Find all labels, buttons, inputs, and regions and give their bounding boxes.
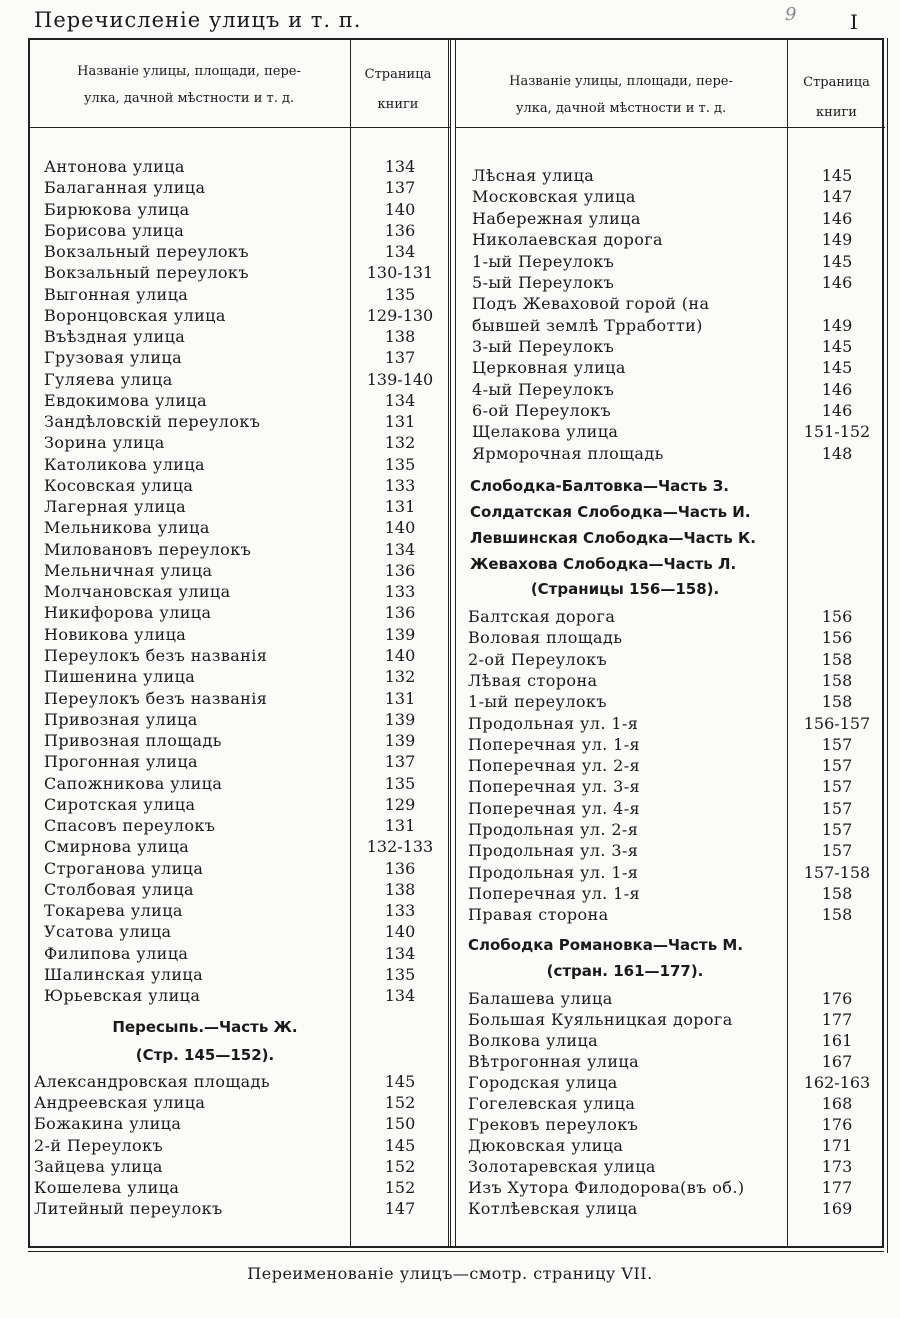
page-ref: 134 <box>384 943 416 963</box>
section-title: Солдатская Слободка—Часть И. <box>470 503 751 521</box>
page-ref: 136 <box>384 560 416 580</box>
street-name: Поперечная ул. 1-я <box>468 734 641 754</box>
list-item <box>44 284 450 305</box>
section-pages: (Страницы 156—158). <box>530 580 720 598</box>
page-ref: 150 <box>384 1114 416 1134</box>
page-ref: 135 <box>384 284 416 304</box>
list-item <box>468 1072 884 1093</box>
list-item <box>472 251 884 272</box>
page-ref: 145 <box>821 358 853 378</box>
list-item <box>44 815 450 836</box>
page-ref: 138 <box>384 879 416 899</box>
page-ref: 145 <box>384 1135 416 1155</box>
street-name: 2-й Переулокъ <box>34 1135 164 1155</box>
street-name: Балаганная улица <box>44 178 206 198</box>
list-item <box>468 883 884 904</box>
list-item <box>468 988 884 1009</box>
street-name: Новикова улица <box>44 624 187 644</box>
list-item <box>468 798 884 819</box>
street-name: 4-ый Переулокъ <box>472 379 615 399</box>
street-name: 1-ый переулокъ <box>468 692 607 712</box>
street-name: Поперечная ул. 2-я <box>468 756 641 776</box>
list-item <box>472 315 882 336</box>
list-item <box>468 1135 884 1156</box>
list-item <box>44 964 450 985</box>
list-item <box>44 688 450 709</box>
page-ref: 171 <box>821 1136 853 1155</box>
page-column-header <box>789 68 884 128</box>
list-item <box>472 186 884 207</box>
street-name: Божакина улица <box>34 1114 182 1134</box>
page-ref: 156-157 <box>803 713 871 733</box>
street-name: Воловая площадь <box>468 628 623 648</box>
street-name: Котлѣевская улица <box>468 1199 638 1218</box>
page-ref: 157-158 <box>803 862 871 882</box>
street-name: Литейный переулокъ <box>34 1199 223 1219</box>
street-name: Продольная ул. 2-я <box>468 820 639 839</box>
list-item <box>468 627 884 648</box>
list-item <box>44 751 450 772</box>
list-item <box>44 730 450 751</box>
list-item <box>472 421 884 442</box>
street-name: Церковная улица <box>472 358 626 378</box>
page-ref: 140 <box>384 518 416 538</box>
list-item <box>468 1009 884 1030</box>
list-item <box>44 177 450 198</box>
page-ref: 157 <box>821 820 853 839</box>
list-item <box>44 262 450 283</box>
street-name: Гуляева улица <box>44 369 173 389</box>
list-item <box>468 1030 884 1051</box>
list-item <box>468 1114 884 1135</box>
header-rule <box>28 127 450 128</box>
street-name: Бирюкова улица <box>44 199 190 219</box>
list-item <box>34 1177 450 1198</box>
header-line: Страница <box>364 67 432 82</box>
street-name: Никифорова улица <box>44 603 212 623</box>
list-item <box>472 357 884 378</box>
page-column-header <box>352 60 444 120</box>
list-item <box>34 1135 450 1156</box>
list-item <box>472 379 884 400</box>
header-line: книги <box>816 105 857 120</box>
page-ref: 139 <box>384 624 416 644</box>
street-name: Поперечная ул. 1-я <box>468 883 641 903</box>
list-item <box>34 1198 450 1219</box>
street-name: Спасовъ переулокъ <box>44 816 216 836</box>
list-item <box>44 602 450 623</box>
street-name: Лѣсная улица <box>472 166 595 185</box>
street-name: Дюковская улица <box>468 1136 624 1155</box>
list-item <box>468 670 884 691</box>
street-name: Смирнова улица <box>44 837 190 857</box>
street-name: бывшей землѣ Трработти) <box>472 316 703 335</box>
list-item <box>472 336 884 357</box>
page-ref: 146 <box>821 273 853 292</box>
page-ref: 177 <box>821 1178 853 1197</box>
page-ref: 162-163 <box>803 1073 871 1092</box>
page-ref: 161 <box>821 1031 853 1050</box>
page-ref: 129-130 <box>366 305 434 325</box>
street-name: Александровская площадь <box>34 1072 270 1091</box>
street-name: 5-ый Переулокъ <box>472 273 615 292</box>
page-ref: 135 <box>384 964 416 984</box>
street-name: 3-ый Переулокъ <box>472 337 615 356</box>
list-item <box>44 156 450 177</box>
page-ref: 152 <box>384 1156 416 1176</box>
list-item <box>44 220 450 241</box>
street-name: Продольная ул. 1-я <box>468 862 639 882</box>
street-name: Грековъ переулокъ <box>468 1115 639 1134</box>
list-item <box>472 208 884 229</box>
page-ref: 133 <box>384 582 416 602</box>
header-line: Названіе улицы, площади, пере- <box>77 64 301 79</box>
list-item <box>44 347 450 368</box>
page-ref: 146 <box>821 379 853 399</box>
page-ref: 133 <box>384 901 416 921</box>
page-ref: 149 <box>821 230 853 250</box>
street-name: Пишенина улица <box>44 667 196 687</box>
street-name: Юрьевская улица <box>44 986 201 1006</box>
page-ref: 132-133 <box>366 837 434 857</box>
page-ref: 131 <box>384 412 416 432</box>
list-item <box>44 900 450 921</box>
list-item <box>468 1093 884 1114</box>
page-ref: 131 <box>384 688 416 708</box>
street-name: Косовская улица <box>44 475 194 495</box>
list-item <box>468 819 884 840</box>
page-ref: 158 <box>821 905 853 925</box>
street-name: Подъ Жеваховой горой (на <box>472 294 710 313</box>
page-ref: 136 <box>384 858 416 878</box>
page-ref: 145 <box>821 251 853 271</box>
street-name: Ярморочная площадь <box>472 443 664 463</box>
list-item <box>44 496 450 517</box>
street-name: Гогелевская улица <box>468 1094 636 1113</box>
page-ref: 137 <box>384 752 416 772</box>
page-ref: 140 <box>384 199 416 219</box>
page-ref: 157 <box>821 756 853 776</box>
page-ref: 132 <box>384 667 416 687</box>
page-ref: 157 <box>821 734 853 754</box>
section-title: Жевахова Слободка—Часть Л. <box>470 555 737 573</box>
list-item <box>44 773 450 794</box>
list-item <box>468 862 884 883</box>
page-ref: 136 <box>384 220 416 240</box>
street-name: Зайцева улица <box>34 1156 163 1176</box>
street-name: Мельникова улица <box>44 518 210 538</box>
street-name: Борисова улица <box>44 220 185 240</box>
list-item <box>468 840 884 861</box>
header-line: улка, дачной мѣстности и т. д. <box>515 101 727 116</box>
page-ref: 167 <box>821 1052 853 1071</box>
page-ref: 157 <box>821 798 853 818</box>
street-name: Переулокъ безъ названія <box>44 645 268 665</box>
page-ref: 177 <box>821 1010 853 1029</box>
street-name: Антонова улица <box>44 157 185 176</box>
list-item <box>44 560 450 581</box>
page-ref: 139 <box>384 731 416 751</box>
page-ref: 139 <box>384 709 416 729</box>
list-item <box>468 776 884 797</box>
street-name: Усатова улица <box>44 922 172 942</box>
list-item <box>468 1051 884 1072</box>
list-item <box>472 165 884 186</box>
page-ref: 137 <box>384 178 416 198</box>
page-ref: 130-131 <box>366 263 434 283</box>
page-ref: 173 <box>821 1157 853 1176</box>
page-ref: 129 <box>384 794 416 814</box>
list-item <box>44 666 450 687</box>
list-item <box>468 606 884 627</box>
page-ref: 136 <box>384 603 416 623</box>
section-pages: (Стр. 145—152). <box>135 1046 275 1064</box>
list-item <box>44 645 450 666</box>
frame-rule <box>887 38 888 1253</box>
page-ref: 134 <box>384 157 416 176</box>
name-column-header <box>32 58 346 112</box>
list-item <box>44 390 450 411</box>
street-name: Строганова улица <box>44 858 204 878</box>
street-name: Сиротская улица <box>44 794 196 814</box>
page-ref: 146 <box>821 208 853 228</box>
page-ref: 149 <box>821 316 853 335</box>
list-item <box>44 326 450 347</box>
page-ref: 176 <box>821 989 853 1008</box>
street-name: Воронцовская улица <box>44 305 226 325</box>
page-ref: 145 <box>821 337 853 356</box>
street-name: Привозная улица <box>44 709 198 729</box>
list-item <box>44 879 450 900</box>
street-name: Католикова улица <box>44 454 205 474</box>
list-item <box>468 1177 884 1198</box>
list-item <box>44 369 450 390</box>
street-name: Продольная ул. 3-я <box>468 841 639 861</box>
page-ref: 158 <box>821 670 853 690</box>
street-name: Балтская дорога <box>468 607 616 626</box>
street-name: Правая сторона <box>468 905 609 925</box>
page-ref: 134 <box>384 390 416 410</box>
list-item <box>44 794 450 815</box>
list-item <box>468 649 884 670</box>
street-name: Лѣвая сторона <box>468 670 598 690</box>
street-name: Въѣздная улица <box>44 327 186 347</box>
list-item <box>44 624 450 645</box>
page-ref: 138 <box>384 327 416 347</box>
list-item <box>44 199 450 220</box>
page-title: Перечисленіе улицъ и т. п. <box>34 8 362 32</box>
header-line: книги <box>377 97 419 112</box>
street-name: Прогонная улица <box>44 752 198 772</box>
street-name: Поперечная ул. 3-я <box>468 777 641 797</box>
header-line: улка, дачной мѣстности и т. д. <box>83 91 295 106</box>
street-name: Вокзальный переулокъ <box>44 263 249 283</box>
name-column-header <box>460 68 782 122</box>
list-item <box>44 305 450 326</box>
list-item <box>468 755 884 776</box>
list-item <box>44 985 450 1006</box>
list-item <box>472 443 884 464</box>
page-ref: 145 <box>384 1072 416 1091</box>
street-name: Выгонная улица <box>44 284 189 304</box>
street-name: Зорина улица <box>44 433 165 453</box>
list-item <box>44 943 450 964</box>
list-item <box>44 517 450 538</box>
page-header <box>0 0 900 40</box>
street-name: Городская улица <box>468 1073 618 1092</box>
page-ref: 176 <box>821 1115 853 1134</box>
list-item <box>468 1156 884 1177</box>
list-item <box>468 691 884 712</box>
street-name: Мельничная улица <box>44 560 213 580</box>
list-item <box>44 709 450 730</box>
page-ref: 157 <box>821 777 853 797</box>
street-name: Грузовая улица <box>44 348 183 368</box>
list-item <box>34 1092 450 1113</box>
list-item <box>468 1198 884 1219</box>
list-item <box>44 836 450 857</box>
list-item <box>44 411 450 432</box>
page-ref: 131 <box>384 497 416 517</box>
street-name: Евдокимова улица <box>44 390 208 410</box>
list-item <box>468 904 884 925</box>
footer-note: Переименованіе улицъ—смотр. страницу VII. <box>247 1264 653 1283</box>
street-name: Поперечная ул. 4-я <box>468 798 641 818</box>
page-ref: 135 <box>384 454 416 474</box>
page-ref: 156 <box>821 628 853 648</box>
page-ref: 132 <box>384 433 416 453</box>
page-ref: 158 <box>821 649 853 669</box>
street-name: Щелакова улица <box>472 422 619 442</box>
list-item <box>34 1113 450 1134</box>
page-ref: 168 <box>821 1094 853 1113</box>
street-name: Столбовая улица <box>44 879 194 899</box>
list-item <box>44 581 450 602</box>
page-ref: 151-152 <box>803 422 871 442</box>
section-pages: (стран. 161—177). <box>546 962 704 980</box>
list-item <box>44 921 450 942</box>
list-item <box>34 1156 450 1177</box>
street-name: Большая Куяльницкая дорога <box>468 1010 733 1029</box>
street-name: Зандѣловскій переулокъ <box>44 412 261 432</box>
section-title: Слободка-Балтовка—Часть З. <box>470 477 729 495</box>
list-item <box>472 229 884 250</box>
street-name: 6-ой Переулокъ <box>472 400 612 420</box>
center-divider <box>455 38 456 1248</box>
street-name: Шалинская улица <box>44 964 204 984</box>
street-name: Андреевская улица <box>34 1093 206 1113</box>
page-ref: 133 <box>384 475 416 495</box>
street-name: Волкова улица <box>468 1031 599 1050</box>
header-line: Страница <box>803 75 870 90</box>
page-number: I <box>850 10 858 34</box>
street-name: Продольная ул. 1-я <box>468 713 639 733</box>
page-ref: 147 <box>384 1199 416 1219</box>
page-ref: 146 <box>821 400 853 420</box>
list-item <box>44 539 450 560</box>
page-ref: 140 <box>384 645 416 665</box>
page-ref: 156 <box>821 607 853 626</box>
list-item <box>468 734 884 755</box>
section-title: Пересыпь.—Часть Ж. <box>112 1018 298 1036</box>
street-name: Золотаревская улица <box>468 1157 656 1176</box>
section-title: Слободка Романовка—Часть М. <box>468 936 744 954</box>
page-ref: 158 <box>821 883 853 903</box>
street-name: 1-ый Переулокъ <box>472 251 615 271</box>
street-name: Кошелева улица <box>34 1178 180 1197</box>
page-ref: 158 <box>821 692 853 712</box>
page-ref: 152 <box>384 1093 416 1113</box>
street-name: Вокзальный переулокъ <box>44 242 249 262</box>
header-line: Названіе улицы, площади, пере- <box>509 74 733 89</box>
list-item <box>44 241 450 262</box>
page-ref: 147 <box>821 187 853 207</box>
street-name: Филипова улица <box>44 943 189 963</box>
list-item <box>44 475 450 496</box>
street-name: Миловановъ переулокъ <box>44 539 252 559</box>
street-name: Московская улица <box>472 187 636 207</box>
street-name: Молчановская улица <box>44 582 231 602</box>
page-ref: 148 <box>821 443 853 463</box>
street-name: Изъ Хутора Филодорова(въ об.) <box>468 1178 745 1197</box>
street-name: Балашева улица <box>468 989 613 1008</box>
list-item <box>472 293 882 314</box>
page-ref: 140 <box>384 922 416 942</box>
page-ref: 134 <box>384 242 416 262</box>
page-ref: 134 <box>384 986 416 1006</box>
street-name: Переулокъ безъ названія <box>44 688 268 708</box>
page-ref: 137 <box>384 348 416 368</box>
street-name: Токарева улица <box>44 901 183 921</box>
page-ref: 145 <box>821 166 853 185</box>
list-item <box>44 432 450 453</box>
page-ref: 134 <box>384 539 416 559</box>
page-ref: 169 <box>821 1199 853 1218</box>
page-ref: 139-140 <box>366 369 434 389</box>
street-name: Николаевская дорога <box>472 230 663 250</box>
page-ref: 152 <box>384 1178 416 1197</box>
section-title: Левшинская Слободка—Часть К. <box>470 529 756 547</box>
street-name: Вѣтрогонная улица <box>468 1052 640 1071</box>
page-mark: 9 <box>785 4 797 25</box>
page-ref: 135 <box>384 773 416 793</box>
street-name: Привозная площадь <box>44 731 222 751</box>
list-item <box>34 1071 450 1092</box>
list-item <box>44 858 450 879</box>
page-ref: 131 <box>384 816 416 836</box>
frame-rule <box>28 1251 884 1252</box>
street-name: Набережная улица <box>472 208 641 228</box>
list-item <box>472 272 884 293</box>
street-name: Лагерная улица <box>44 497 187 517</box>
list-item <box>468 713 884 734</box>
list-item <box>44 454 450 475</box>
list-item <box>472 400 884 421</box>
page-ref: 157 <box>821 841 853 861</box>
street-name: 2-ой Переулокъ <box>468 649 608 669</box>
street-name: Сапожникова улица <box>44 773 223 793</box>
